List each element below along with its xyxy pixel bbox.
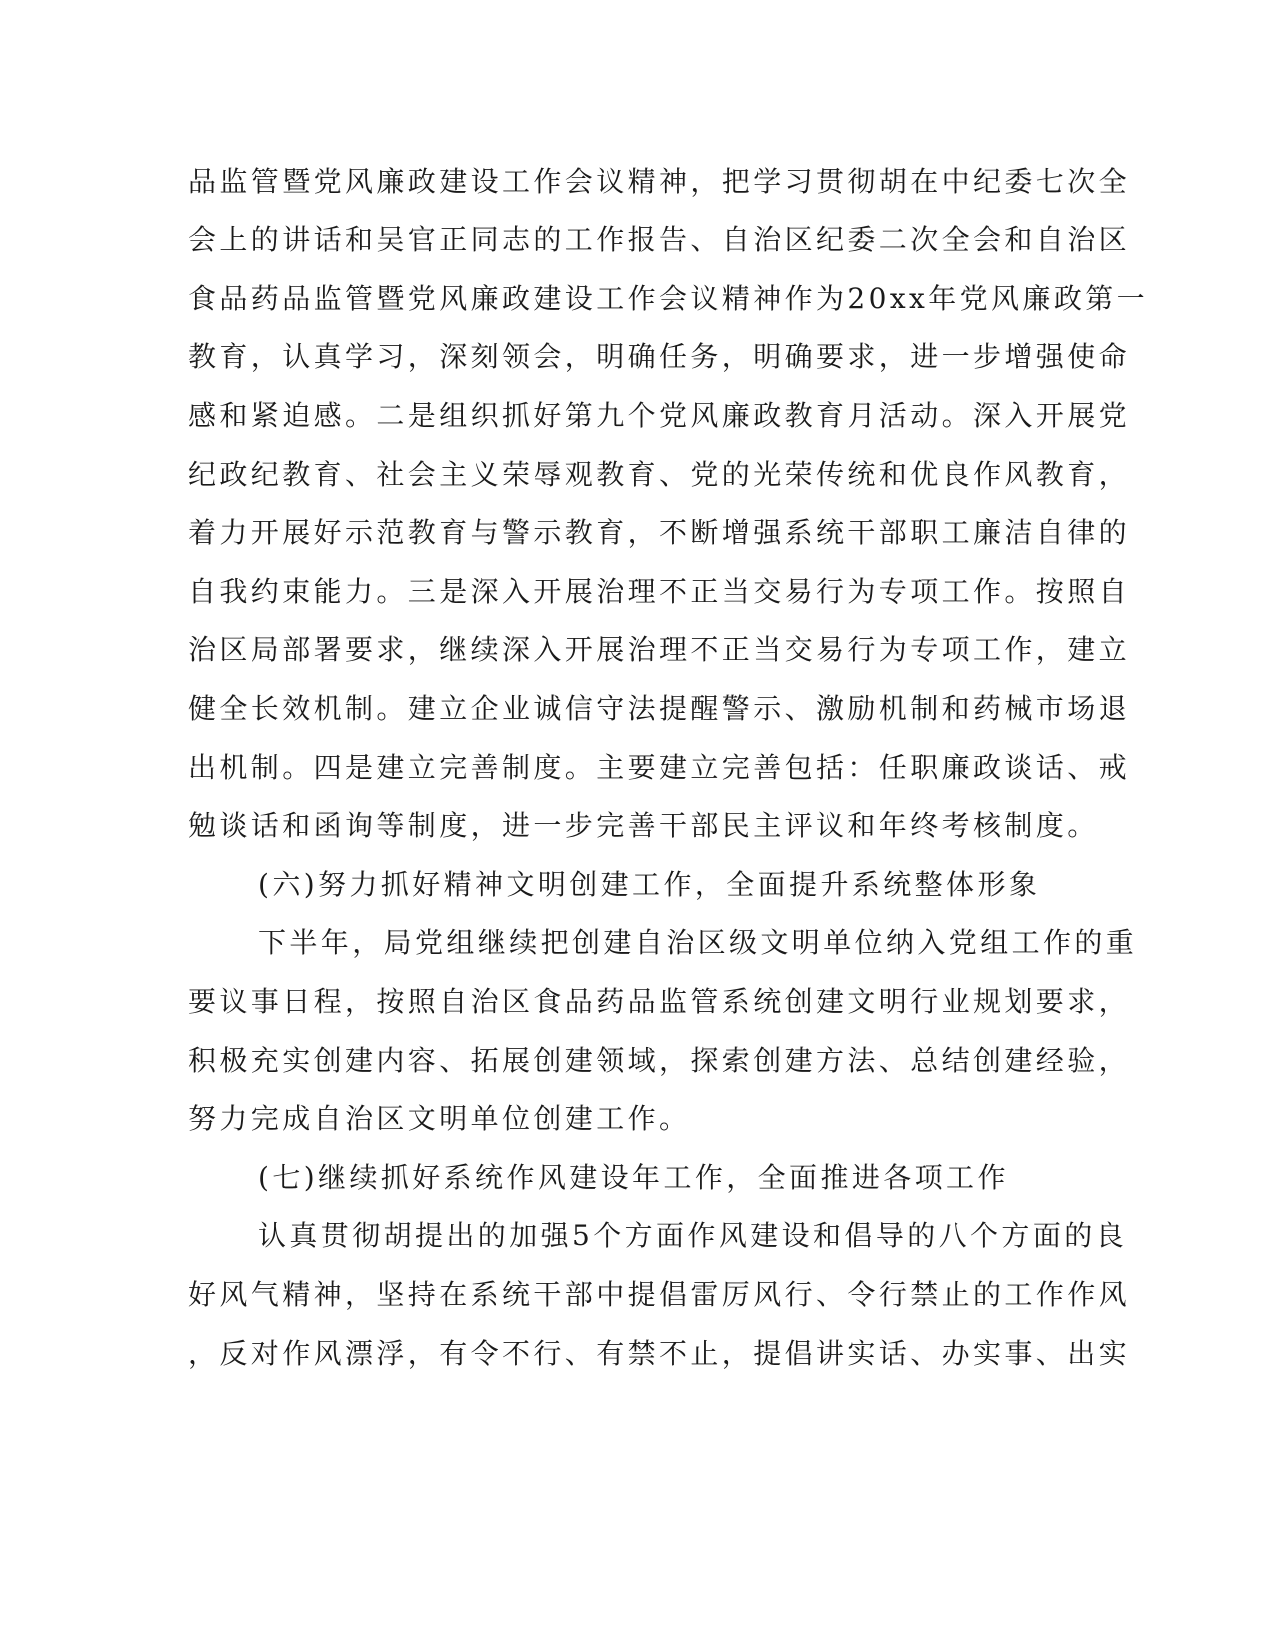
- text-line: 积极充实创建内容、拓展创建领域，探索创建方法、总结创建经验，: [188, 1044, 1131, 1077]
- text-line: 纪政纪教育、社会主义荣辱观教育、党的光荣传统和优良作风教育，: [188, 458, 1131, 491]
- text-line: 治区局部署要求，继续深入开展治理不正当交易行为专项工作，建立: [188, 633, 1131, 666]
- section-heading: (六)努力抓好精神文明创建工作，全面提升系统整体形象: [258, 868, 1041, 901]
- text-line: 出机制。四是建立完善制度。主要建立完善包括：任职廉政谈话、戒: [188, 751, 1131, 784]
- text-line: 认真贯彻胡提出的加强5个方面作风建设和倡导的八个方面的良: [258, 1219, 1128, 1252]
- text-line: 好风气精神，坚持在系统干部中提倡雷厉风行、令行禁止的工作作风: [188, 1278, 1131, 1311]
- text-line: ，反对作风漂浮，有令不行、有禁不止，提倡讲实话、办实事、出实: [188, 1337, 1131, 1370]
- text-line: 下半年，局党组继续把创建自治区级文明单位纳入党组工作的重: [258, 926, 1138, 959]
- text-line: 健全长效机制。建立企业诚信守法提醒警示、激励机制和药械市场退: [188, 692, 1131, 725]
- section-heading: (七)继续抓好系统作风建设年工作，全面推进各项工作: [258, 1161, 1009, 1194]
- text-line: 要议事日程，按照自治区食品药品监管系统创建文明行业规划要求，: [188, 985, 1131, 1018]
- text-line: 着力开展好示范教育与警示教育，不断增强系统干部职工廉洁自律的: [188, 516, 1131, 549]
- text-line: 会上的讲话和吴官正同志的工作报告、自治区纪委二次全会和自治区: [188, 223, 1131, 256]
- text-line: 感和紧迫感。二是组织抓好第九个党风廉政教育月活动。深入开展党: [188, 399, 1131, 432]
- text-line: 努力完成自治区文明单位创建工作。: [188, 1102, 691, 1135]
- text-line: 勉谈话和函询等制度，进一步完善干部民主评议和年终考核制度。: [188, 809, 1099, 842]
- text-line: 品监管暨党风廉政建设工作会议精神，把学习贯彻胡在中纪委七次全: [188, 165, 1131, 198]
- text-line: 教育，认真学习，深刻领会，明确任务，明确要求，进一步增强使命: [188, 340, 1131, 373]
- text-line: 自我约束能力。三是深入开展治理不正当交易行为专项工作。按照自: [188, 575, 1131, 608]
- text-line: 食品药品监管暨党风廉政建设工作会议精神作为20xx年党风廉政第一: [188, 282, 1149, 315]
